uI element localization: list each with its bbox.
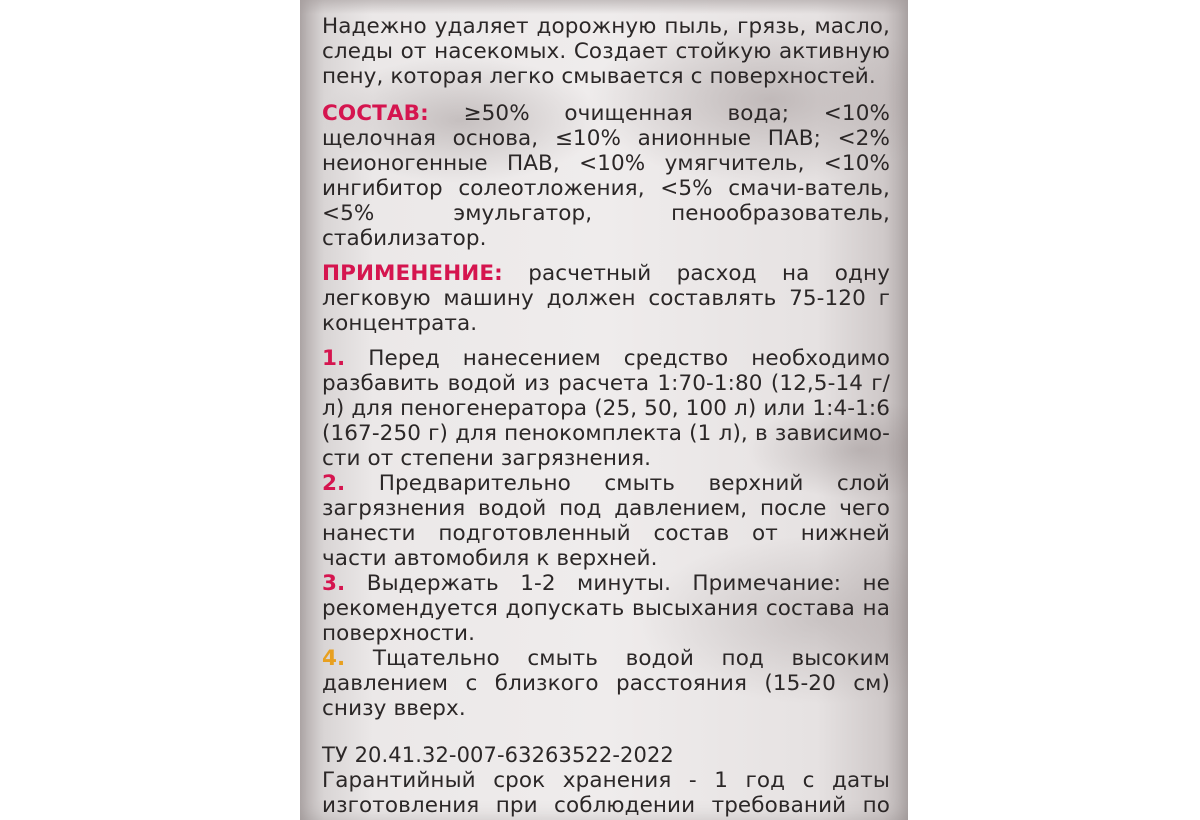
warranty-line-2: изготовления при соблюдении требований по — [322, 793, 890, 818]
step-text: Тщательно смыть водой под высоким давлением с близкого расстояния (15-20 см) снизу вверх. — [322, 646, 890, 721]
step-text: Предварительно смыть верхний слой загрязнения водой под давлением, после чего нанести подготовленный состав от нижней части автомобиля к верхней. — [322, 471, 890, 571]
step-item-3 — [322, 571, 890, 646]
technical-spec-code: ТУ 20.41.32-007-63263522-2022 — [322, 743, 674, 767]
bottle-label — [300, 0, 908, 820]
composition-text: ≥50% очищенная вода; <10% щелочная основа, ≤10% анионные ПАВ; <2% неионогенные ПАВ, <10% умягчитель, <10% ингибитор солеотложения, <5% смачи-ватель, <5% эмульгатор, пенообразователь, стабилизатор. — [322, 101, 890, 251]
step-text: Перед нанесением средство необходимо разбавить водой из расчета 1:70-1:80 (12,5-14 г/л) для пеногенератора (25, 50, 100 л) или 1:4-1:6 (167-250 г) для пенокомплекта (1 л), в зависимо-сти от степени загрязнения. — [322, 346, 890, 471]
steps-list — [322, 346, 890, 721]
application-text: расчетный расход на одну легковую машину должен составлять 75-120 г концентрата. — [322, 261, 890, 336]
step-item-1 — [322, 346, 890, 471]
intro-paragraph: Надежно удаляет дорожную пыль, грязь, масло, следы от насекомых. Создает стойкую активную пену, которая легко смывается с поверхностей. — [322, 14, 890, 89]
application-heading: ПРИМЕНЕНИЕ: — [322, 261, 503, 286]
composition-paragraph — [322, 101, 890, 251]
label-text-block — [322, 14, 890, 818]
warranty-line-1: Гарантийный срок хранения - 1 год с даты — [322, 768, 890, 793]
application-paragraph — [322, 261, 890, 336]
step-item-2 — [322, 471, 890, 571]
step-number: 3. — [322, 571, 346, 596]
step-number: 2. — [322, 471, 346, 496]
label-top-graphic — [300, 0, 908, 14]
step-item-4 — [322, 646, 890, 721]
step-number: 1. — [322, 346, 346, 371]
step-text: Выдержать 1-2 минуты. Примечание: не рекомендуется допускать высыхания состава на поверхности. — [322, 571, 890, 646]
step-number: 4. — [322, 646, 346, 671]
composition-heading: СОСТАВ: — [322, 101, 429, 126]
